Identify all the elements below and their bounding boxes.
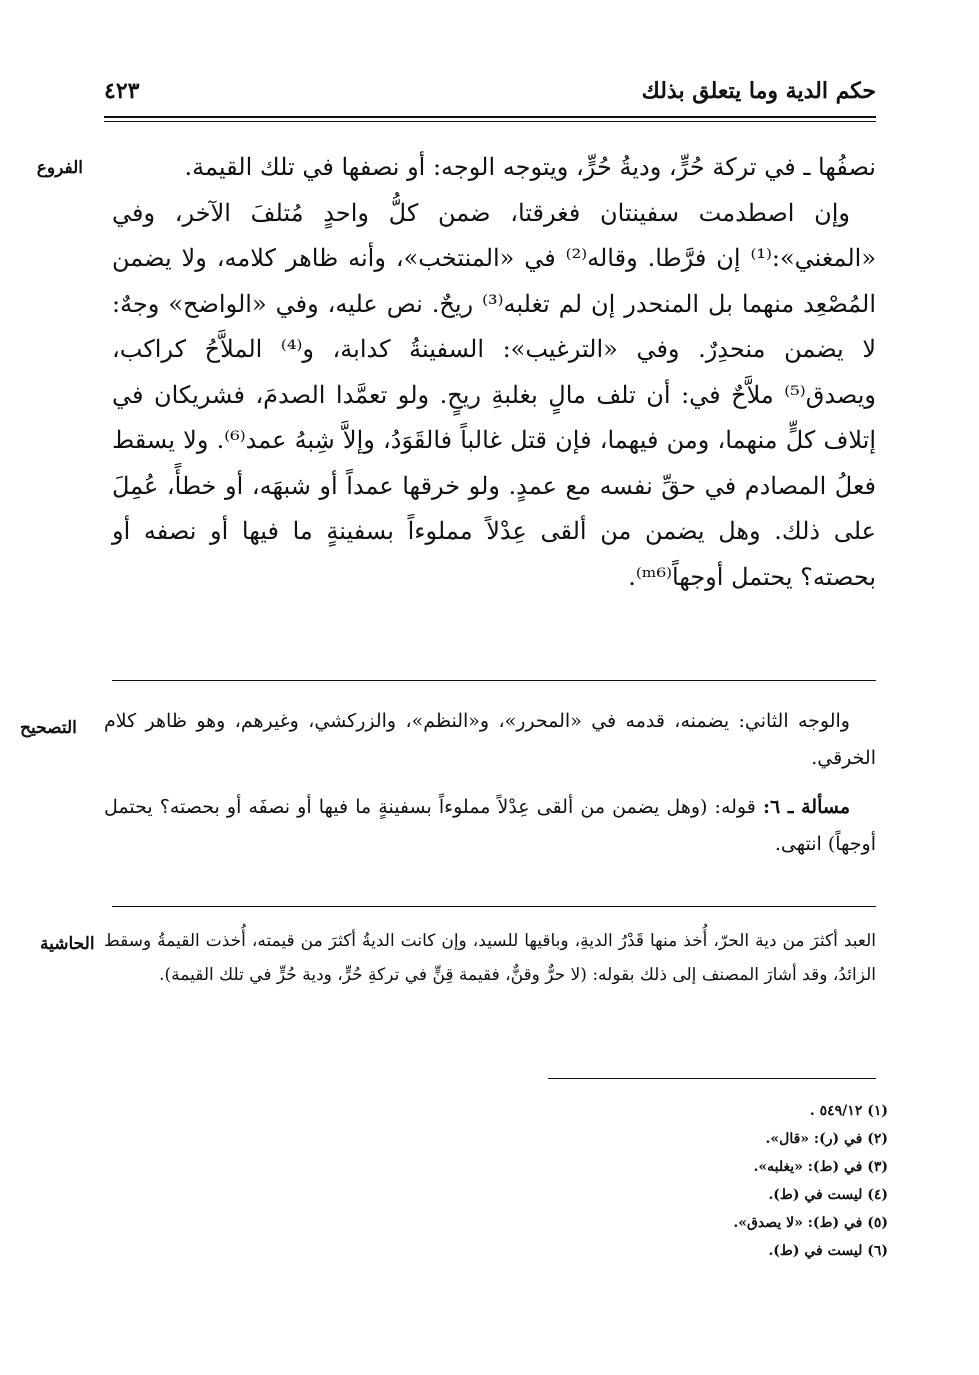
running-title: حكم الدية وما يتعلق بذلك bbox=[641, 78, 876, 104]
section-divider-2 bbox=[112, 906, 876, 907]
footnote-4: (٤) ليست في (ط). bbox=[768, 1187, 888, 1203]
tashih-paragraph-2 bbox=[104, 789, 876, 863]
footnotes bbox=[500, 1097, 888, 1265]
masala-text: قوله: (وهل يضمن من ألقى عِدْلاً مملوءاً بسفينةٍ ما فيها أو نصفَه أو بحصته؟ يحتمل أوجهاً) انتهى. bbox=[104, 796, 876, 855]
masala-heading: مسألة ـ ٦: bbox=[762, 796, 851, 818]
main-paragraph-1: نصفُها ـ في تركة حُرٍّ، وديةُ حُرٍّ، ويتوجه الوجه: أو نصفها في تلك القيمة. bbox=[184, 153, 876, 181]
hashiya-text bbox=[104, 924, 876, 992]
main-text bbox=[112, 145, 876, 600]
footnote-5: (٥) في (ط): «لا يصدق». bbox=[733, 1215, 888, 1231]
label-tashih: التصحيح bbox=[20, 718, 77, 738]
footnote-6: (٦) ليست في (ط). bbox=[768, 1243, 888, 1259]
page-header bbox=[104, 72, 876, 112]
page-number: ٤٢٣ bbox=[104, 78, 140, 104]
tashih-text bbox=[104, 703, 876, 875]
footnote-divider bbox=[548, 1078, 876, 1079]
hashiya-paragraph-1: العبد أكثرَ من دية الحرّ، أُخذ منها قَدْرُ الديةِ، وباقيها للسيد، وإن كانت الديةُ أكثرَ من قيمته، أُخذت القيمةُ وسقط الزائدُ، وقد أشارَ المصنف إلى ذلك بقوله: (لا حرٌّ وقنٌّ، فقيمة قِنٍّ في تركةِ حُرٍّ، ودية حُرٍّ في تلك القيمة). bbox=[104, 931, 876, 985]
label-furu: الفروع bbox=[36, 158, 83, 178]
main-paragraph-2: وإن اصطدمت سفينتان فغرقتا، ضمن كلُّ واحدٍ مُتلفَ الآخر، وفي «المغني»:⁽¹⁾ إن فرَّطا. وقاله⁽²⁾ في «المنتخب»، وأنه ظاهر كلامه، ولا يضمن المُصْعِد منهما بل المنحدر إن لم تغلبه⁽³⁾ ريحٌ. نص عليه، وفي «الواضح» وجهٌ: لا يضمن منحدِرٌ. وفي «الترغيب»: السفينةُ كدابة، و⁽⁴⁾ الملاَّحُ كراكب، ويصدق⁽⁵⁾ ملاَّحٌ في: أن تلف مالٍ بغلبةِ ريحٍ. ولو تعمَّدا الصدمَ، فشريكان في إتلاف كلٍّ منهما، ومن فيهما، فإن قتل غالباً فالقَوَدُ، وإلاَّ شِبهُ عمد⁽⁶⁾. ولا يسقط فعلُ المصادم في حقِّ نفسه مع عمدٍ. ولو خرقها عمداً أو شبهَه، أو خطأً، عُمِلَ على ذلك. وهل يضمن من ألقى عِدْلاً مملوءاً بسفينةٍ ما فيها أو نصفه أو بحصته؟ يحتمل أوجهاً⁽ᵐ⁶⁾. bbox=[112, 198, 877, 591]
label-hashiya: الحاشية bbox=[40, 934, 95, 954]
tashih-paragraph-1: والوجه الثاني: يضمنه، قدمه في «المحرر»، و«النظم»، والزركشي، وغيرهم، وهو ظاهر كلام الخرقي. bbox=[104, 710, 876, 769]
footnote-1: (١) ٥٤٩/١٢ . bbox=[809, 1103, 888, 1119]
header-rule bbox=[104, 116, 876, 122]
footnote-2: (٢) في (ر): «قال». bbox=[765, 1131, 888, 1147]
footnote-3: (٣) في (ط): «يغلبه». bbox=[753, 1159, 888, 1175]
section-divider-1 bbox=[112, 680, 876, 681]
